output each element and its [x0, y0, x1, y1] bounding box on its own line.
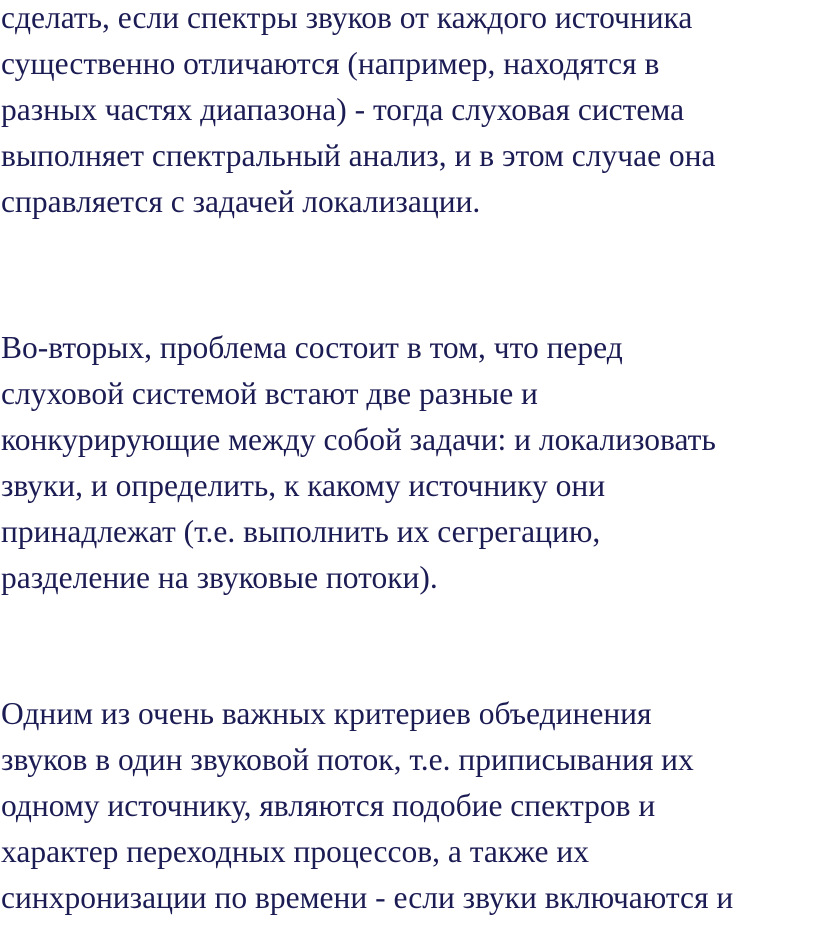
text-line: слуховой системой встают две разные и — [1, 376, 538, 411]
text-line: Во-вторых, проблема состоит в том, что перед — [1, 330, 623, 365]
text-line: разных частях диапазона) - тогда слуховая система — [1, 92, 685, 127]
text-line: Одним из очень важных критериев объединения — [1, 696, 652, 731]
text-line: звуков в один звуковой поток, т.е. приписывания их — [1, 742, 694, 777]
paragraph-spectral-analysis — [1, 0, 813, 225]
text-line: одному источнику, являются подобие спектров и — [1, 788, 656, 823]
text-line: звуки, и определить, к какому источнику они — [1, 468, 606, 503]
text-line: существенно отличаются (например, находятся в — [1, 46, 660, 81]
text-line: сделать, если спектры звуков от каждого источника — [1, 0, 693, 35]
text-line: конкурирующие между собой задачи: и локализовать — [1, 422, 716, 457]
text-line: выполняет спектральный анализ, и в этом случае она — [1, 138, 716, 173]
text-line: справляется с задачей локализации. — [1, 184, 481, 219]
text-line: характер переходных процессов, а также их — [1, 834, 589, 869]
paragraph-stream-criteria — [1, 691, 813, 921]
text-line: принадлежат (т.е. выполнить их сегрегацию, — [1, 514, 601, 549]
text-line: разделение на звуковые потоки). — [1, 560, 438, 595]
paragraph-second-problem — [1, 325, 813, 601]
text-line: синхронизации по времени - если звуки включаются и — [1, 880, 734, 915]
